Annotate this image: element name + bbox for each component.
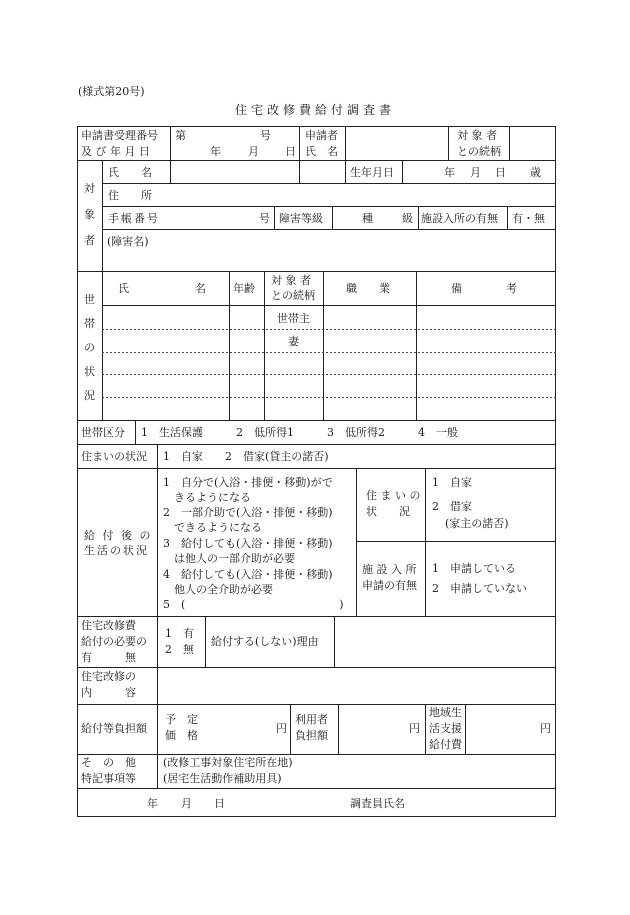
after-benefit-item: 3 給付しても(入浴・排便・移動)	[163, 537, 333, 550]
page-title: 住宅改修費給付調査書	[234, 103, 395, 117]
receipt-label-1: 申請書受理番号	[81, 129, 158, 142]
after-benefit-item: 4 給付しても(入浴・排便・移動)	[163, 568, 333, 581]
other-line-2: (居宅生活動作補助用具)	[163, 772, 282, 785]
birthdate-label: 生年月日	[350, 166, 394, 179]
after-benefit-item: 1 自分で(入浴・排便・移動)がで	[163, 476, 333, 489]
birthdate-year: 年	[444, 166, 455, 179]
relation-label-2: との続柄	[457, 145, 501, 158]
applicant-label-1: 申請者	[305, 129, 338, 142]
facility-label: 施設入所の有無	[421, 212, 498, 225]
content-label-2: 内 容	[81, 686, 136, 699]
household-side-3: の	[84, 341, 95, 354]
birthdate-day: 日	[495, 166, 506, 179]
after-residence-label-1: 住 ま い の	[366, 489, 421, 502]
receipt-year: 年	[210, 145, 221, 158]
row1-relation: 世帯主	[277, 312, 310, 325]
necessity-label-2: 給付の必要の	[81, 635, 147, 648]
after-benefit-label-2: 生活の状況	[84, 544, 149, 557]
other-label-1: そ の 他	[81, 756, 136, 769]
after-benefit-item: 5 ( )	[163, 598, 344, 611]
residence-label: 住まいの状況	[81, 450, 147, 463]
after-benefit-item: 他人の全介助が必要	[163, 583, 273, 596]
after-residence-label-2: 状 況	[366, 505, 410, 518]
after-residence-option-1: 1 自家	[432, 476, 472, 489]
household-side-2: 帯	[84, 317, 95, 330]
applicant-label-2: 氏 名	[305, 145, 338, 158]
after-facility-option-2: 2 申請していない	[432, 582, 527, 595]
after-benefit-item: 2 一部介助で(入浴・排便・移動)	[163, 506, 333, 519]
household-side-4: 状	[84, 365, 95, 378]
col-name: 氏 名	[118, 282, 206, 295]
age-unit: 歳	[530, 166, 541, 179]
after-residence-option-3: (家主の諾否)	[445, 517, 509, 530]
col-job: 職 業	[346, 282, 390, 295]
row2-relation: 妻	[288, 335, 299, 348]
grade-label: 級	[402, 212, 413, 225]
handbook-label: 手帳番号	[108, 212, 160, 225]
receipt-month: 月	[248, 145, 259, 158]
other-label-2: 特記事項等	[81, 772, 136, 785]
after-benefit-label-1: 給 付 後 の	[84, 529, 153, 542]
footer-day: 日	[214, 797, 225, 810]
after-benefit-item: は他人の一部介助が必要	[163, 552, 295, 565]
community-label-2: 活支援	[429, 722, 462, 735]
col-relation-2: との続柄	[271, 289, 315, 302]
content-label-1: 住宅改修の	[81, 670, 136, 683]
subject-address-label: 住 所	[108, 189, 152, 202]
subject-side-3: 者	[84, 234, 95, 247]
after-residence-option-2: 2 借家	[432, 500, 472, 513]
footer-month: 月	[181, 797, 192, 810]
subject-name-label: 氏 名	[108, 166, 152, 179]
household-type-label: 世帯区分	[81, 426, 125, 439]
birthdate-month: 月	[470, 166, 481, 179]
after-facility-option-1: 1 申請している	[432, 562, 516, 575]
necessity-reason-label: 給付する(しない)理由	[211, 635, 319, 648]
subject-side-2: 象	[84, 208, 95, 221]
investigator-label: 調査員氏名	[350, 797, 405, 810]
residence-options: 1 自家 2 借家(貸主の諾否)	[163, 450, 329, 463]
necessity-label-1: 住宅改修費	[81, 619, 136, 632]
disability-grade-label: 障害等級	[279, 212, 323, 225]
receipt-dai: 第	[175, 129, 186, 142]
necessity-option-1: 1 有	[165, 627, 194, 640]
household-type-options: 1 生活保護 2 低所得1 3 低所得2 4 一般	[141, 426, 458, 439]
yen-2: 円	[409, 722, 420, 735]
receipt-label-2: 及 び 年 月 日	[81, 145, 150, 158]
handbook-go: 号	[259, 212, 270, 225]
necessity-label-3: 有 無	[81, 651, 136, 664]
after-benefit-item: できるようになる	[163, 521, 262, 534]
planned-price-label-2: 価 格	[165, 729, 198, 742]
community-label-1: 地域生	[429, 706, 462, 719]
col-age: 年齢	[233, 282, 255, 295]
receipt-day: 日	[285, 145, 296, 158]
community-label-3: 給付費	[429, 738, 462, 751]
other-line-1: (改修工事対象住宅所在地)	[163, 756, 293, 769]
disability-name-label: (障害名)	[107, 235, 149, 248]
after-facility-label-2: 申請の有無	[362, 579, 417, 592]
yen-3: 円	[540, 722, 551, 735]
col-note: 備 考	[451, 282, 517, 295]
facility-value: 有・無	[512, 212, 545, 225]
user-burden-label-1: 利用者	[295, 713, 328, 726]
necessity-option-2: 2 無	[165, 643, 194, 656]
after-facility-label-1: 施 設 入 所	[362, 563, 417, 576]
household-side-1: 世	[84, 293, 95, 306]
user-burden-label-2: 負担額	[295, 729, 328, 742]
footer-year: 年	[147, 797, 158, 810]
yen-1: 円	[276, 722, 287, 735]
receipt-go: 号	[260, 129, 271, 142]
planned-price-label-1: 予 定	[165, 713, 198, 726]
form-number: (様式第20号)	[78, 85, 145, 98]
kind-label: 種	[362, 212, 373, 225]
col-relation-1: 対 象 者	[271, 274, 311, 287]
after-benefit-item: きるようになる	[163, 491, 251, 504]
household-side-5: 況	[84, 389, 95, 402]
relation-label-1: 対 象 者	[457, 129, 497, 142]
subject-side-1: 対	[84, 182, 95, 195]
burden-label: 給付等負担額	[81, 722, 147, 735]
